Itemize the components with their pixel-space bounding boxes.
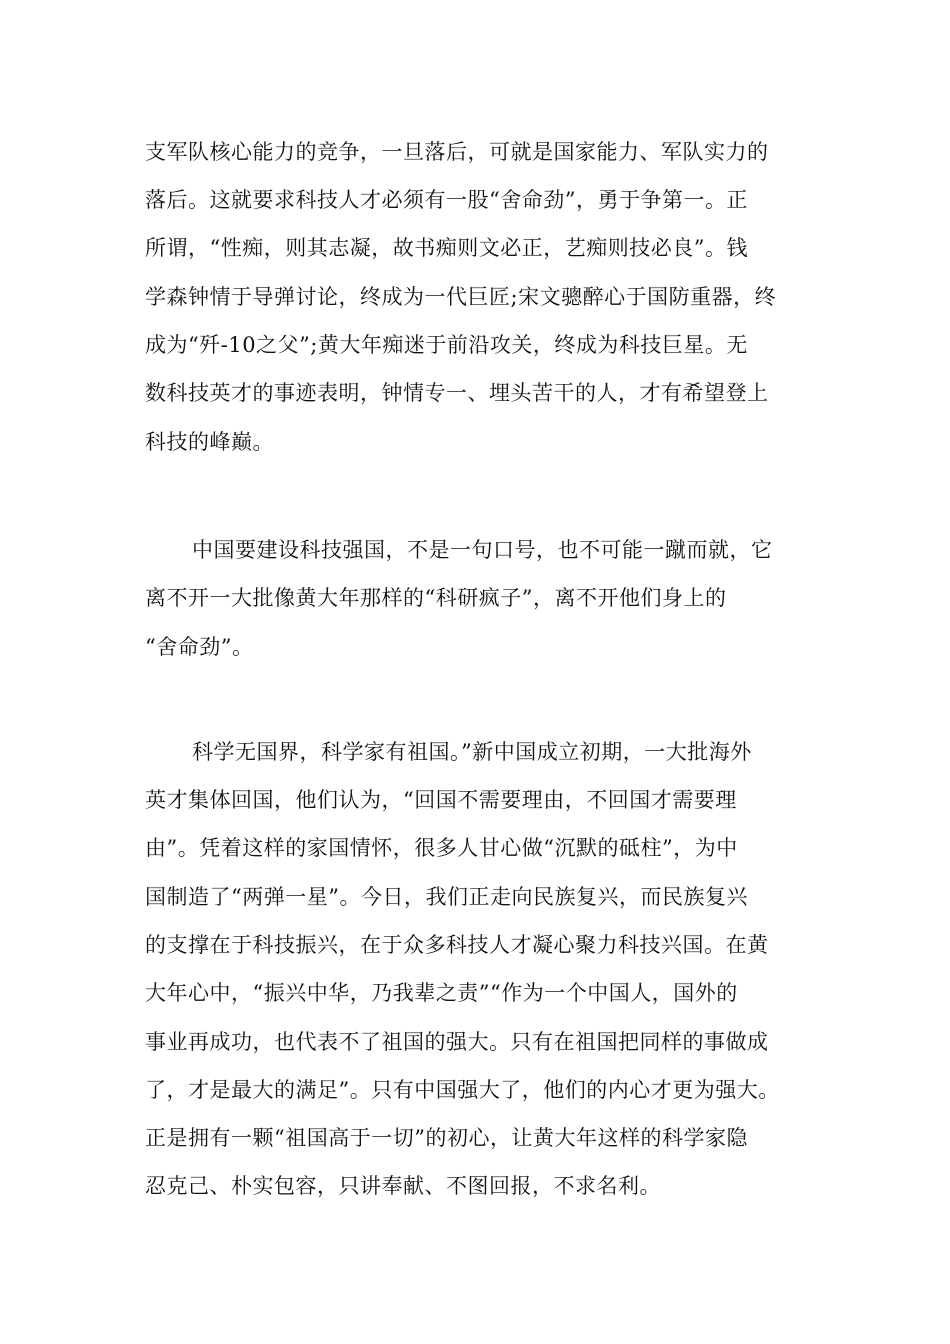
paragraph-2-line-2: 离不开一大批像黄大年那样的“科研疯子”，离不开他们身上的: [145, 586, 727, 610]
paragraph-3-line-7: 事业再成功，也代表不了祖国的强大。只有在祖国把同样的事做成: [145, 1030, 769, 1054]
paragraph-1-line-3: 所谓，“性痴，则其志凝，故书痴则文必正，艺痴则技必良”。钱: [145, 236, 748, 260]
paragraph-1-line-6: 数科技英才的事迹表明，钟情专一、埋头苦干的人，才有希望登上: [145, 381, 769, 405]
paragraph-1-line-7: 科技的峰巅。: [145, 430, 274, 454]
paragraph-2-line-1: 中国要建设科技强国，不是一句口号，也不可能一蹴而就，它: [192, 538, 773, 562]
paragraph-1-line-2: 落后。这就要求科技人才必须有一股“舍命劲”，勇于争第一。正: [145, 188, 748, 212]
paragraph-1-line-5: 成为“歼-10之父”;黄大年痴迷于前沿攻关，终成为科技巨星。无: [145, 333, 748, 357]
paragraph-1-line-4: 学森钟情于导弹讨论，终成为一代巨匠;宋文骢醉心于国防重器，终: [145, 285, 777, 309]
paragraph-3-line-3: 由”。凭着这样的家国情怀，很多人甘心做“沉默的砥柱”，为中: [145, 836, 738, 860]
paragraph-2-line-3: “舍命劲”。: [145, 635, 254, 659]
paragraph-3-line-9: 正是拥有一颗“祖国高于一切”的初心，让黄大年这样的科学家隐: [145, 1126, 748, 1150]
paragraph-3-line-6: 大年心中，“振兴中华，乃我辈之责”“作为一个中国人，国外的: [145, 981, 738, 1005]
paragraph-3-line-8: 了，才是最大的满足”。只有中国强大了，他们的内心才更为强大。: [145, 1078, 780, 1102]
paragraph-3-line-4: 国制造了“两弹一星”。今日，我们正走向民族复兴，而民族复兴: [145, 885, 748, 909]
paragraph-1-line-1: 支军队核心能力的竞争，一旦落后，可就是国家能力、军队实力的: [145, 140, 769, 164]
paragraph-3-line-2: 英才集体回国，他们认为，“回国不需要理由，不回国才需要理: [145, 788, 737, 812]
paragraph-3-line-5: 的支撑在于科技振兴，在于众多科技人才凝心聚力科技兴国。在黄: [145, 933, 769, 957]
paragraph-3-line-10: 忍克己、朴实包容，只讲奉献、不图回报，不求名利。: [145, 1174, 661, 1198]
paragraph-3-line-1: 科学无国界，科学家有祖国。”新中国成立初期，一大批海外: [192, 740, 752, 764]
